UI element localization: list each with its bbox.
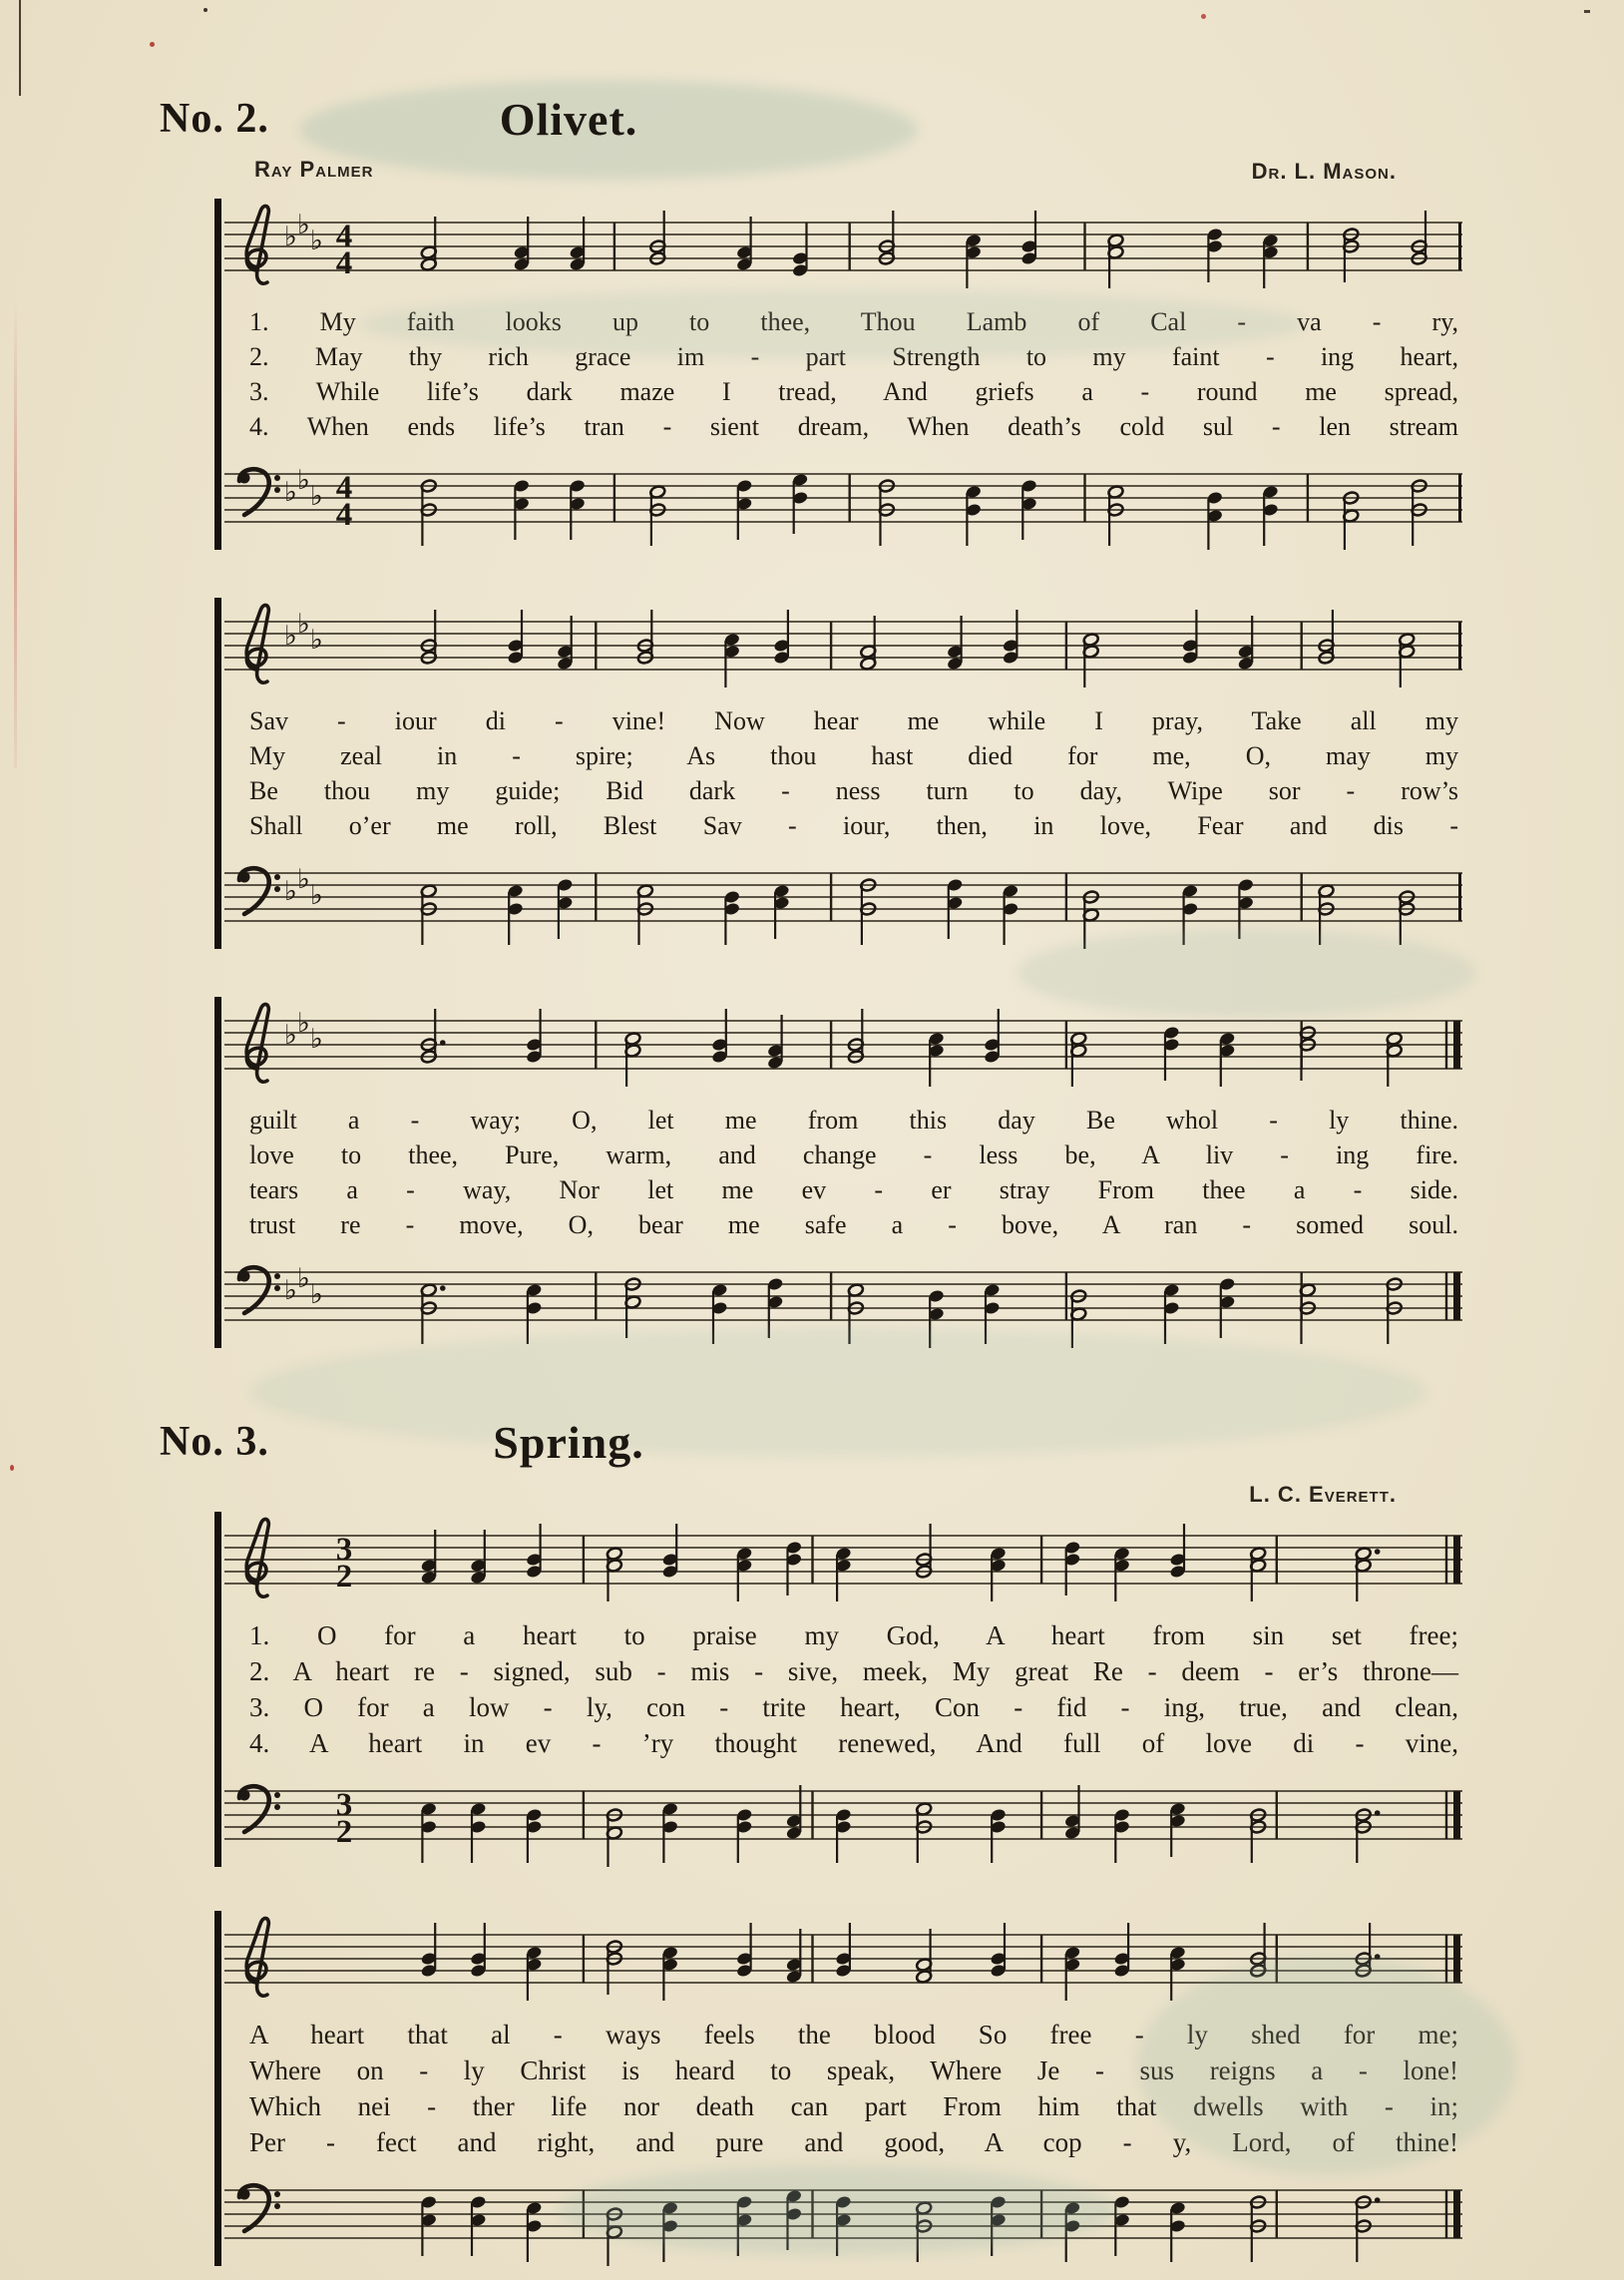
- treble-staff: [224, 199, 1462, 298]
- flat-icon: ♭: [310, 226, 323, 256]
- flat-icon: ♭: [284, 477, 297, 508]
- bass-clef-icon: [239, 2185, 281, 2231]
- lyric-line: 2. A heart re - signed, sub - mis - sive, meek, My great Re - deem - er’s throne—: [249, 1656, 1458, 1686]
- time-signature: 2: [335, 1814, 353, 1850]
- flat-icon: ♭: [297, 465, 310, 496]
- augmentation-dot: [1375, 2197, 1381, 2203]
- hymn-title: Olivet.: [499, 94, 638, 145]
- lyrics-block: [221, 2017, 1466, 2160]
- augmentation-dot: [1375, 1810, 1381, 1816]
- music-system: [214, 1512, 1466, 1867]
- lyric-line: 4. A heart in ev - ’ry thought renewed, And full of love di - vine,: [249, 1728, 1458, 1758]
- lyric-line: 3. While life’s dark maze I tread, And griefs a - round me spread,: [249, 377, 1458, 406]
- lyric-line: Shall o’er me roll, Blest Sav - iour, then, in love, Fear and dis -: [249, 811, 1458, 840]
- hymn-section: [0, 1418, 1624, 2266]
- flat-icon: ♭: [284, 876, 297, 907]
- time-signature: 2: [335, 1559, 353, 1595]
- attribution-row: [160, 155, 1466, 185]
- hymn-author: Ray Palmer: [254, 157, 374, 182]
- treble-staff: [224, 1911, 1462, 2011]
- flat-icon: ♭: [310, 481, 323, 512]
- lyric-line: trust re - move, O, bear me safe a - bove, A ran - somed soul.: [249, 1210, 1458, 1239]
- hymn-composer: L. C. Everett.: [1249, 1482, 1397, 1507]
- lyrics-block: [221, 1103, 1466, 1242]
- time-signature: 4: [335, 245, 353, 281]
- bass-clef-icon: [239, 1267, 281, 1313]
- page-edge-line: [19, 0, 21, 96]
- treble-staff: [224, 997, 1462, 1097]
- flat-icon: ♭: [297, 864, 310, 895]
- time-signature: 4: [335, 219, 353, 254]
- bass-staff: [224, 1767, 1462, 1867]
- dark-speck: [1584, 10, 1590, 13]
- hymn-header: [160, 95, 1466, 155]
- bass-staff: [224, 849, 1462, 949]
- music-system: [214, 598, 1466, 949]
- lyric-line: Which nei - ther life nor death can part From him that dwells with - in;: [249, 2091, 1458, 2121]
- treble-staff: [224, 598, 1462, 697]
- lyrics-block: [221, 703, 1466, 843]
- hymn-number: No. 2.: [160, 96, 269, 142]
- bass-clef-icon: [239, 469, 281, 515]
- lyric-line: tears a - way, Nor let me ev - er stray From thee a - side.: [249, 1175, 1458, 1204]
- lyric-line: Where on - ly Christ is heard to speak, Where Je - sus reigns a - lone!: [249, 2055, 1458, 2085]
- bass-clef-icon: [239, 1786, 281, 1832]
- red-speck: [1201, 14, 1206, 19]
- hymn-number: No. 3.: [160, 1419, 269, 1465]
- flat-icon: ♭: [297, 1263, 310, 1294]
- flat-icon: ♭: [297, 609, 310, 640]
- lyric-line: love to thee, Pure, warm, and change - less be, A liv - ing fire.: [249, 1140, 1458, 1169]
- time-signature: 3: [335, 1787, 353, 1823]
- lyric-line: 2. May thy rich grace im - part Strength to my faint - ing heart,: [249, 342, 1458, 371]
- augmentation-dot: [1375, 1549, 1381, 1555]
- treble-staff: [224, 1512, 1462, 1611]
- flat-icon: ♭: [310, 1279, 323, 1310]
- flat-icon: ♭: [284, 1275, 297, 1306]
- lyric-line: A heart that al - ways feels the blood So free - ly shed for me;: [249, 2020, 1458, 2050]
- hymn-header: [160, 1418, 1466, 1478]
- augmentation-dot: [1375, 1954, 1381, 1960]
- lyrics-block: [221, 304, 1466, 444]
- augmentation-dot: [440, 1285, 446, 1291]
- flat-icon: ♭: [310, 1024, 323, 1055]
- music-system: [214, 997, 1466, 1348]
- lyric-line: 3. O for a low - ly, con - trite heart, Con - fid - ing, true, and clean,: [249, 1692, 1458, 1722]
- bass-staff: [224, 1248, 1462, 1348]
- red-speck: [150, 42, 155, 47]
- flat-icon: ♭: [284, 621, 297, 652]
- lyric-line: Per - fect and right, and pure and good, A cop - y, Lord, of thine!: [249, 2127, 1458, 2157]
- treble-clef-icon: [246, 1519, 268, 1596]
- lyric-line: Be thou my guide; Bid dark - ness turn to day, Wipe sor - row’s: [249, 776, 1458, 805]
- treble-clef-icon: [246, 1004, 268, 1082]
- bass-clef-icon: [239, 868, 281, 914]
- flat-icon: ♭: [284, 222, 297, 252]
- bass-staff: [224, 2166, 1462, 2266]
- lyric-line: 1. My faith looks up to thee, Thou Lamb of Cal - va - ry,: [249, 307, 1458, 336]
- flat-icon: ♭: [310, 880, 323, 911]
- lyric-line: 4. When ends life’s tran - sient dream, When death’s cold sul - len stream: [249, 412, 1458, 441]
- bass-staff: [224, 450, 1462, 550]
- flat-icon: ♭: [297, 1008, 310, 1039]
- treble-clef-icon: [246, 605, 268, 683]
- lyrics-block: [221, 1617, 1466, 1761]
- augmentation-dot: [440, 1040, 446, 1046]
- music-system: [214, 199, 1466, 550]
- music-system: [214, 1911, 1466, 2266]
- flat-icon: ♭: [310, 625, 323, 656]
- hymns-container: [0, 95, 1624, 2266]
- treble-clef-icon: [246, 1918, 268, 1996]
- lyric-line: Sav - iour di - vine! Now hear me while I pray, Take all my: [249, 706, 1458, 735]
- dark-speck: [203, 8, 207, 12]
- lyric-line: 1. O for a heart to praise my God, A heart from sin set free;: [249, 1620, 1458, 1650]
- time-signature: 3: [335, 1532, 353, 1568]
- hymn-composer: Dr. L. Mason.: [1251, 159, 1397, 184]
- time-signature: 4: [335, 470, 353, 506]
- hymn-section: [0, 95, 1624, 1348]
- attribution-row: [160, 1478, 1466, 1508]
- treble-clef-icon: [246, 206, 268, 283]
- hymn-title: Spring.: [493, 1417, 644, 1468]
- lyric-line: My zeal in - spire; As thou hast died for me, O, may my: [249, 741, 1458, 770]
- flat-icon: ♭: [284, 1020, 297, 1051]
- time-signature: 4: [335, 497, 353, 533]
- flat-icon: ♭: [297, 210, 310, 240]
- lyric-line: guilt a - way; O, let me from this day Be whol - ly thine.: [249, 1106, 1458, 1135]
